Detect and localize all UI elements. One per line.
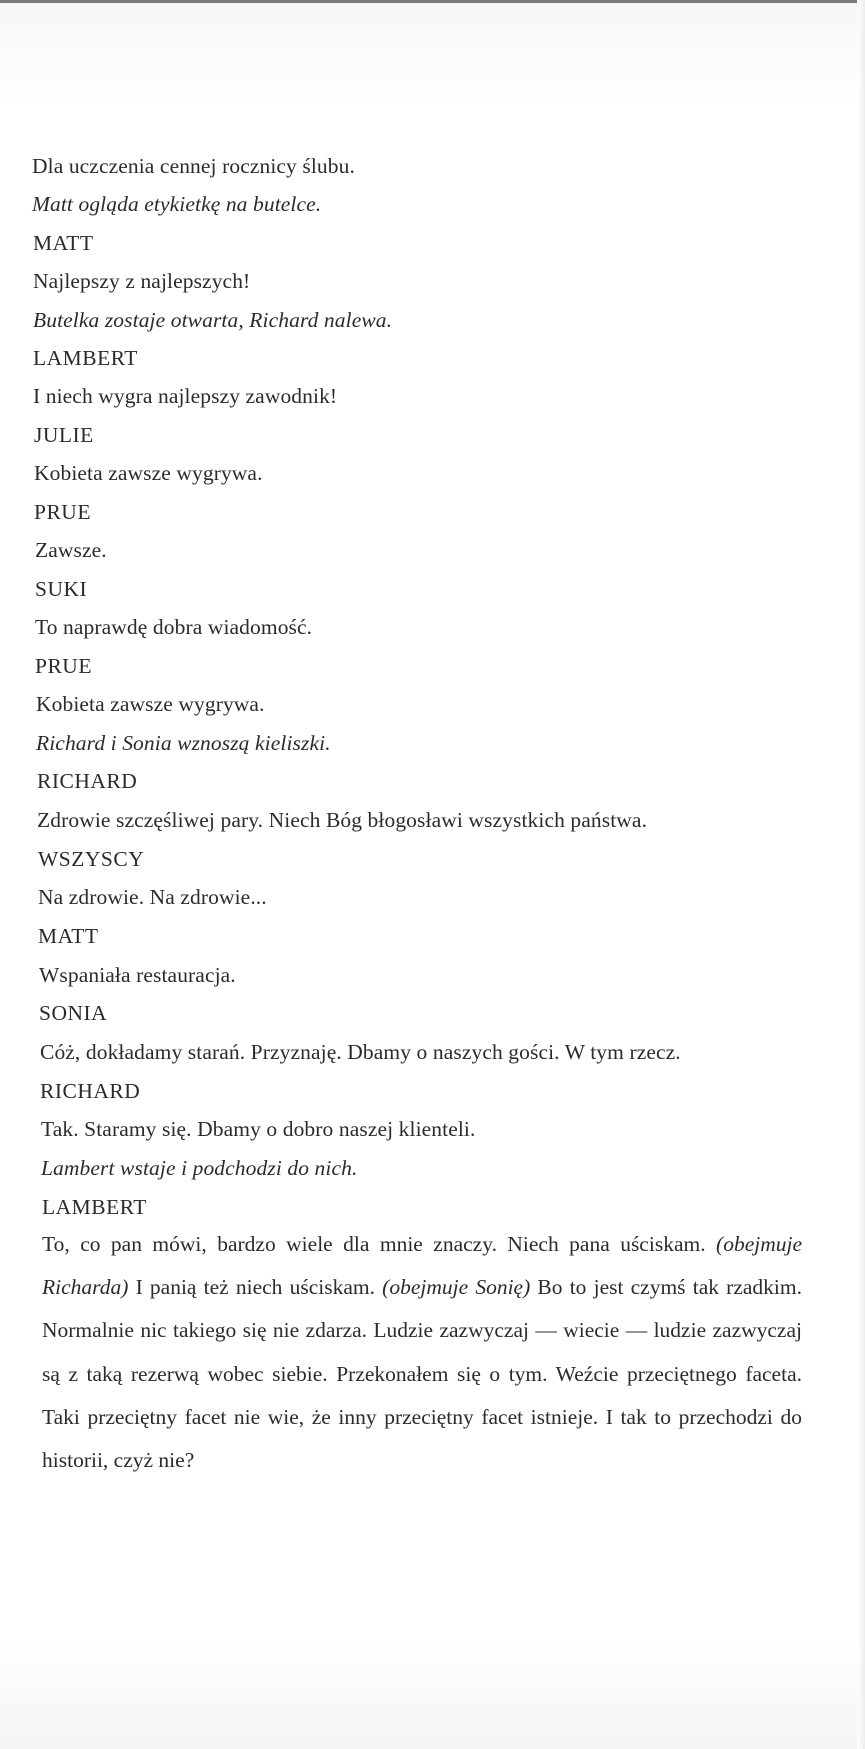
script-line: I niech wygra najlepszy zawodnik! <box>33 384 338 408</box>
speaker-name: PRUE <box>34 500 91 524</box>
page-top-edge <box>0 0 865 3</box>
speaker-name: SONIA <box>39 1001 108 1025</box>
stage-direction: Lambert wstaje i podchodzi do nich. <box>41 1156 358 1180</box>
script-line: Kobieta zawsze wygrywa. <box>34 461 263 485</box>
script-line: Tak. Staramy się. Dbamy o dobro naszej klienteli. <box>41 1117 476 1141</box>
speaker-name: MATT <box>33 231 94 255</box>
page-right-edge <box>857 0 865 1749</box>
script-line: Kobieta zawsze wygrywa. <box>36 692 265 716</box>
inline-stage-direction: (obejmuje Richarda) <box>42 1232 802 1300</box>
script-line: To naprawdę dobra wiadomość. <box>35 615 313 639</box>
script-line: Wspaniała restauracja. <box>39 963 236 987</box>
script-line: Najlepszy z najlepszych! <box>33 269 251 293</box>
speaker-name: WSZYSCY <box>38 847 145 871</box>
speaker-name: PRUE <box>35 654 92 678</box>
speaker-name: LAMBERT <box>33 346 138 370</box>
speaker-name: MATT <box>38 924 99 948</box>
script-line: Cóż, dokładamy starań. Przyznaję. Dbamy o naszych gości. W tym rzecz. <box>40 1040 681 1064</box>
speaker-name: RICHARD <box>37 769 138 793</box>
stage-direction: Butelka zostaje otwarta, Richard nalewa. <box>33 308 393 332</box>
inline-stage-direction: (obejmuje Sonię) <box>382 1275 531 1300</box>
lambert-speech <box>42 1223 802 1482</box>
speech-text: To, co pan mówi, bardzo wiele dla mnie znaczy. Niech pana uściskam. <box>42 1232 717 1256</box>
stage-direction: Richard i Sonia wznoszą kieliszki. <box>36 731 331 755</box>
speaker-name: JULIE <box>34 423 94 447</box>
speaker-name: SUKI <box>35 577 88 601</box>
speech-text: Bo to jest czymś tak rzadkim. Normalnie nic takiego się nie zdarza. Ludzie zazwyczaj — wiecie — ludzie zazwyczaj są z taką rezerwą wobec siebie. Przekonałem się o tym. Weźcie przeciętnego faceta. Taki przeciętny facet nie wie, że inny przeciętny facet istnieje. I tak to przechodzi do historii, czyż nie? <box>42 1275 802 1473</box>
script-line: Na zdrowie. Na zdrowie... <box>38 885 267 909</box>
script-line: Zdrowie szczęśliwej pary. Niech Bóg błogosławi wszystkich państwa. <box>37 808 648 832</box>
speech-text: I panią też niech uściskam. <box>128 1275 383 1300</box>
speaker-name: RICHARD <box>40 1079 141 1103</box>
script-line: Zawsze. <box>35 538 107 562</box>
stage-direction: Matt ogląda etykietkę na butelce. <box>32 192 322 216</box>
speaker-name: LAMBERT <box>42 1195 147 1219</box>
script-line: Dla uczczenia cennej rocznicy ślubu. <box>32 154 355 178</box>
